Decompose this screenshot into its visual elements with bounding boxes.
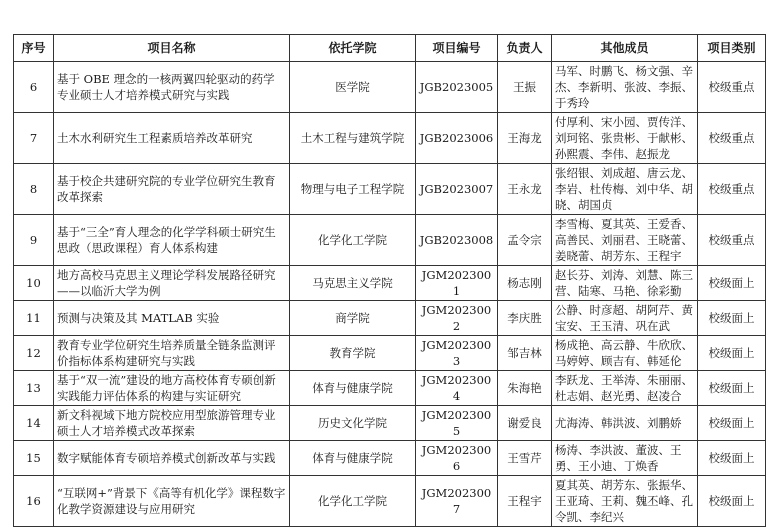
table-row (14, 215, 766, 266)
table-row (14, 336, 766, 371)
cell-members: 李跃龙、王举涛、朱丽丽、杜志娟、赵光勇、赵凌合 (552, 371, 698, 406)
cell-no: 9 (14, 215, 54, 266)
project-table (13, 34, 766, 527)
cell-code: JGM2023004 (416, 371, 498, 406)
cell-college: 马克思主义学院 (290, 266, 416, 301)
cell-leader: 朱海艳 (498, 371, 552, 406)
cell-no: 16 (14, 476, 54, 527)
cell-category: 校级重点 (698, 215, 766, 266)
cell-leader: 王永龙 (498, 164, 552, 215)
table-row (14, 301, 766, 336)
table-row (14, 113, 766, 164)
cell-name: 土木水利研究生工程素质培养改革研究 (54, 113, 290, 164)
project-table-container (13, 34, 765, 527)
cell-college: 土木工程与建筑学院 (290, 113, 416, 164)
cell-name: 基于“三全”育人理念的化学学科硕士研究生思政（思政课程）育人体系构建 (54, 215, 290, 266)
cell-leader: 杨志刚 (498, 266, 552, 301)
cell-name: 地方高校马克思主义理论学科发展路径研究——以临沂大学为例 (54, 266, 290, 301)
cell-college: 物理与电子工程学院 (290, 164, 416, 215)
cell-members: 赵长芬、刘涛、刘慧、陈三营、陆寒、马艳、徐彩勤 (552, 266, 698, 301)
cell-members: 李雪梅、夏其英、王爱香、高善民、刘丽君、王晓蕾、姜晓蕾、胡芳东、王程宇 (552, 215, 698, 266)
cell-name: 基于 OBE 理念的一核两翼四轮驱动的药学专业硕士人才培养模式研究与实践 (54, 62, 290, 113)
cell-category: 校级面上 (698, 266, 766, 301)
cell-code: JGB2023007 (416, 164, 498, 215)
cell-code: JGB2023005 (416, 62, 498, 113)
table-row (14, 441, 766, 476)
cell-no: 11 (14, 301, 54, 336)
cell-code: JGB2023006 (416, 113, 498, 164)
cell-members: 杨涛、李洪波、董波、王勇、王小迪、丁焕香 (552, 441, 698, 476)
cell-college: 历史文化学院 (290, 406, 416, 441)
cell-name: 数字赋能体育专硕培养模式创新改革与实践 (54, 441, 290, 476)
cell-members: 公静、时彦超、胡阿芹、黄宝安、王玉清、巩在武 (552, 301, 698, 336)
cell-name: 新文科视域下地方院校应用型旅游管理专业硕士人才培养模式改革探索 (54, 406, 290, 441)
cell-members: 夏其英、胡芳东、张振华、王亚琦、王莉、魏丕峰、孔令凯、李纪兴 (552, 476, 698, 527)
cell-college: 体育与健康学院 (290, 371, 416, 406)
header-no: 序号 (14, 35, 54, 62)
table-row (14, 371, 766, 406)
cell-code: JGM2023001 (416, 266, 498, 301)
table-row (14, 62, 766, 113)
cell-leader: 王程宇 (498, 476, 552, 527)
header-college: 依托学院 (290, 35, 416, 62)
cell-members: 尤海涛、韩洪波、刘鹏娇 (552, 406, 698, 441)
cell-leader: 谢爱良 (498, 406, 552, 441)
cell-category: 校级重点 (698, 62, 766, 113)
cell-leader: 王海龙 (498, 113, 552, 164)
table-row (14, 476, 766, 527)
table-row (14, 406, 766, 441)
table-row (14, 266, 766, 301)
cell-name: 基于“双一流”建设的地方高校体育专硕创新实践能力评估体系的构建与实证研究 (54, 371, 290, 406)
cell-code: JGM2023006 (416, 441, 498, 476)
cell-name: 预测与决策及其 MATLAB 实验 (54, 301, 290, 336)
cell-no: 7 (14, 113, 54, 164)
cell-members: 付厚利、宋小园、贾传洋、刘珂铭、张贵彬、于献彬、孙熙震、李伟、赵振龙 (552, 113, 698, 164)
header-code: 项目编号 (416, 35, 498, 62)
header-members: 其他成员 (552, 35, 698, 62)
cell-name: 基于校企共建研究院的专业学位研究生教育改革探索 (54, 164, 290, 215)
cell-name: “互联网+”背景下《高等有机化学》课程数字化教学资源建设与应用研究 (54, 476, 290, 527)
cell-code: JGM2023005 (416, 406, 498, 441)
header-name: 项目名称 (54, 35, 290, 62)
cell-members: 张绍银、刘成超、唐云龙、李岩、杜传梅、刘中华、胡晓、胡国贞 (552, 164, 698, 215)
cell-leader: 李庆胜 (498, 301, 552, 336)
cell-no: 14 (14, 406, 54, 441)
table-header-row (14, 35, 766, 62)
cell-code: JGM2023003 (416, 336, 498, 371)
cell-name: 教育专业学位研究生培养质量全链条监测评价指标体系构建研究与实践 (54, 336, 290, 371)
cell-category: 校级重点 (698, 113, 766, 164)
cell-category: 校级面上 (698, 301, 766, 336)
header-category: 项目类别 (698, 35, 766, 62)
cell-leader: 王振 (498, 62, 552, 113)
cell-code: JGM2023002 (416, 301, 498, 336)
cell-code: JGM2023007 (416, 476, 498, 527)
cell-category: 校级重点 (698, 164, 766, 215)
cell-no: 6 (14, 62, 54, 113)
cell-college: 医学院 (290, 62, 416, 113)
header-leader: 负责人 (498, 35, 552, 62)
cell-category: 校级面上 (698, 476, 766, 527)
cell-college: 化学化工学院 (290, 476, 416, 527)
cell-no: 12 (14, 336, 54, 371)
cell-category: 校级面上 (698, 336, 766, 371)
cell-college: 化学化工学院 (290, 215, 416, 266)
cell-members: 杨成艳、高云静、牛欣欣、马婷婷、顾吉有、韩延伦 (552, 336, 698, 371)
cell-category: 校级面上 (698, 371, 766, 406)
cell-category: 校级面上 (698, 406, 766, 441)
cell-college: 体育与健康学院 (290, 441, 416, 476)
cell-college: 商学院 (290, 301, 416, 336)
table-row (14, 164, 766, 215)
cell-no: 10 (14, 266, 54, 301)
cell-college: 教育学院 (290, 336, 416, 371)
cell-no: 15 (14, 441, 54, 476)
cell-leader: 王雪芹 (498, 441, 552, 476)
cell-no: 8 (14, 164, 54, 215)
cell-leader: 邹吉林 (498, 336, 552, 371)
cell-no: 13 (14, 371, 54, 406)
cell-code: JGB2023008 (416, 215, 498, 266)
cell-members: 马军、时鹏飞、杨文强、辛杰、李新明、张波、李振、于秀玲 (552, 62, 698, 113)
cell-category: 校级面上 (698, 441, 766, 476)
cell-leader: 孟令宗 (498, 215, 552, 266)
